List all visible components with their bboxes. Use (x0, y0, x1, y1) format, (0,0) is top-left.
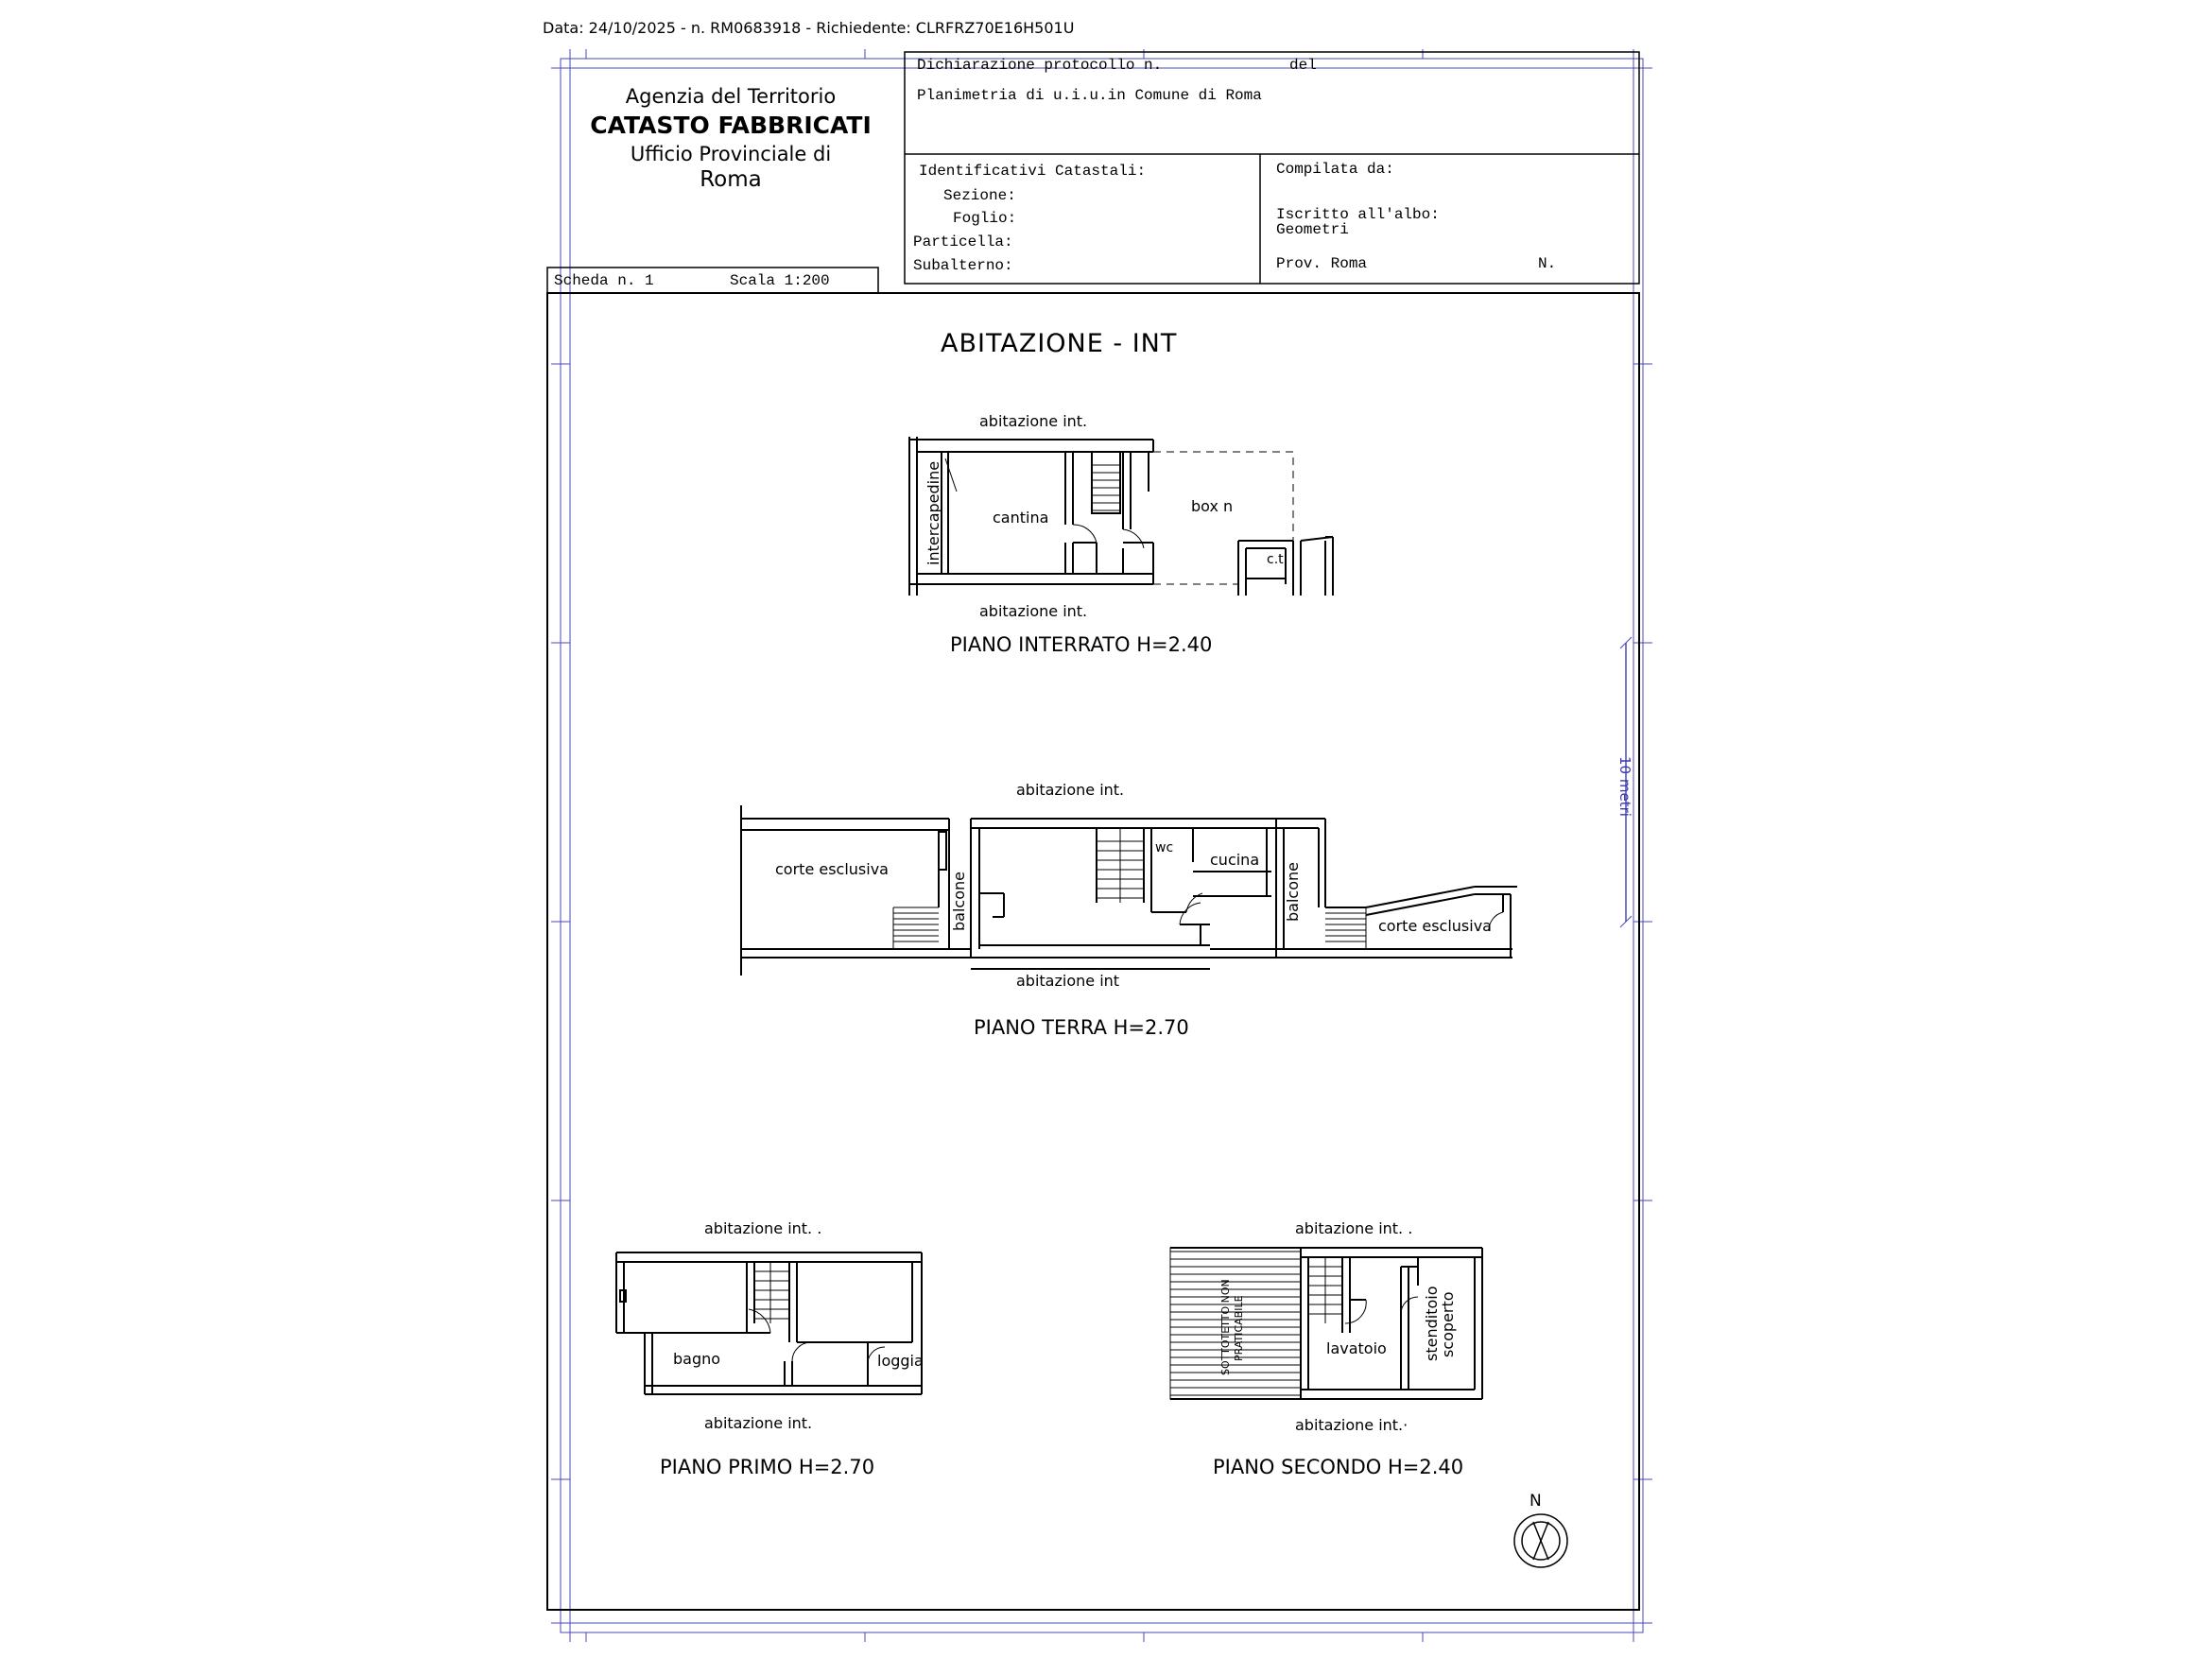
cantina-label: cantina (993, 509, 1049, 527)
interrato-title: PIANO INTERRATO H=2.40 (950, 633, 1213, 656)
cucina-label: cucina (1210, 851, 1260, 869)
wc-label: wc (1155, 840, 1174, 855)
subalterno-label: Subalterno: (913, 257, 1013, 274)
particella-label: Particella: (913, 233, 1013, 250)
compilata-label: Compilata da: (1276, 161, 1394, 178)
dichiarazione-label: Dichiarazione protocollo n. (917, 57, 1163, 74)
sezione-label: Sezione: (943, 187, 1016, 204)
terra-title: PIANO TERRA H=2.70 (974, 1016, 1189, 1039)
north-arrow (1514, 1514, 1567, 1567)
planimetria-label: Planimetria di u.i.u.in Comune di Roma (917, 87, 1262, 104)
geometri-label: Geometri (1276, 221, 1349, 238)
city-name: Roma (700, 167, 762, 192)
intercapedine-label: intercapedine (925, 460, 942, 565)
secondo-top-label: abitazione int. . (1295, 1219, 1413, 1237)
north-label: N (1529, 1492, 1542, 1511)
catasto-title: CATASTO FABBRICATI (590, 112, 872, 139)
request-line: Data: 24/10/2025 - n. RM0683918 - Richiedente: CLRFRZ70E16H501U (543, 19, 1075, 37)
primo-top-label: abitazione int. . (704, 1219, 822, 1237)
agency-name: Agenzia del Territorio (625, 85, 837, 108)
scheda-label: Scheda n. 1 (554, 272, 654, 289)
scala-label: Scala 1:200 (730, 272, 830, 289)
corte-left-label: corte esclusiva (775, 860, 889, 878)
ct-label: c.t. (1267, 552, 1288, 567)
secondo-title: PIANO SECONDO H=2.40 (1213, 1456, 1464, 1478)
primo-bottom-label: abitazione int. (704, 1414, 813, 1432)
iscritto-label: Iscritto all'albo: (1276, 206, 1440, 223)
plan-primo (616, 1252, 922, 1394)
box-label: box n (1191, 497, 1234, 515)
bagno-label: bagno (673, 1350, 721, 1368)
header-agency-block (561, 85, 901, 192)
corte-right-label: corte esclusiva (1378, 917, 1492, 935)
prov-label: Prov. Roma (1276, 255, 1368, 272)
plan-interrato (909, 437, 1333, 596)
balcone-right-label: balcone (1284, 862, 1302, 922)
ufficio-label: Ufficio Provinciale di (630, 143, 832, 165)
stenditoio-label-1: stenditoio (1423, 1286, 1441, 1361)
interrato-top-label: abitazione int. (979, 412, 1088, 430)
del-label: del (1289, 57, 1317, 74)
n-label: N. (1538, 255, 1557, 272)
interrato-bottom-label: abitazione int. (979, 602, 1088, 620)
plan-terra (741, 805, 1517, 976)
secondo-bottom-label: abitazione int.· (1295, 1416, 1408, 1434)
terra-bottom-label: abitazione int (1016, 972, 1120, 990)
registration-frame (551, 49, 1652, 1642)
terra-top-label: abitazione int. (1016, 781, 1125, 799)
stenditoio-label-2: scoperto (1439, 1291, 1457, 1357)
primo-title: PIANO PRIMO H=2.70 (660, 1456, 875, 1478)
scale-bar-label: 10 metri (1616, 756, 1633, 817)
loggia-label: loggia (877, 1352, 924, 1370)
foglio-label: Foglio: (953, 210, 1017, 227)
balcone-left-label: balcone (950, 872, 968, 931)
drawing-title: ABITAZIONE - INT (941, 329, 1178, 358)
identificativi-label: Identificativi Catastali: (919, 163, 1147, 180)
lavatoio-label: lavatoio (1326, 1339, 1387, 1357)
sottotetto-label-1: SOTTOTETTO NON (1219, 1279, 1232, 1375)
stairs-interrato (1092, 465, 1120, 510)
sottotetto-label-2: PRATICABILE (1233, 1295, 1245, 1361)
